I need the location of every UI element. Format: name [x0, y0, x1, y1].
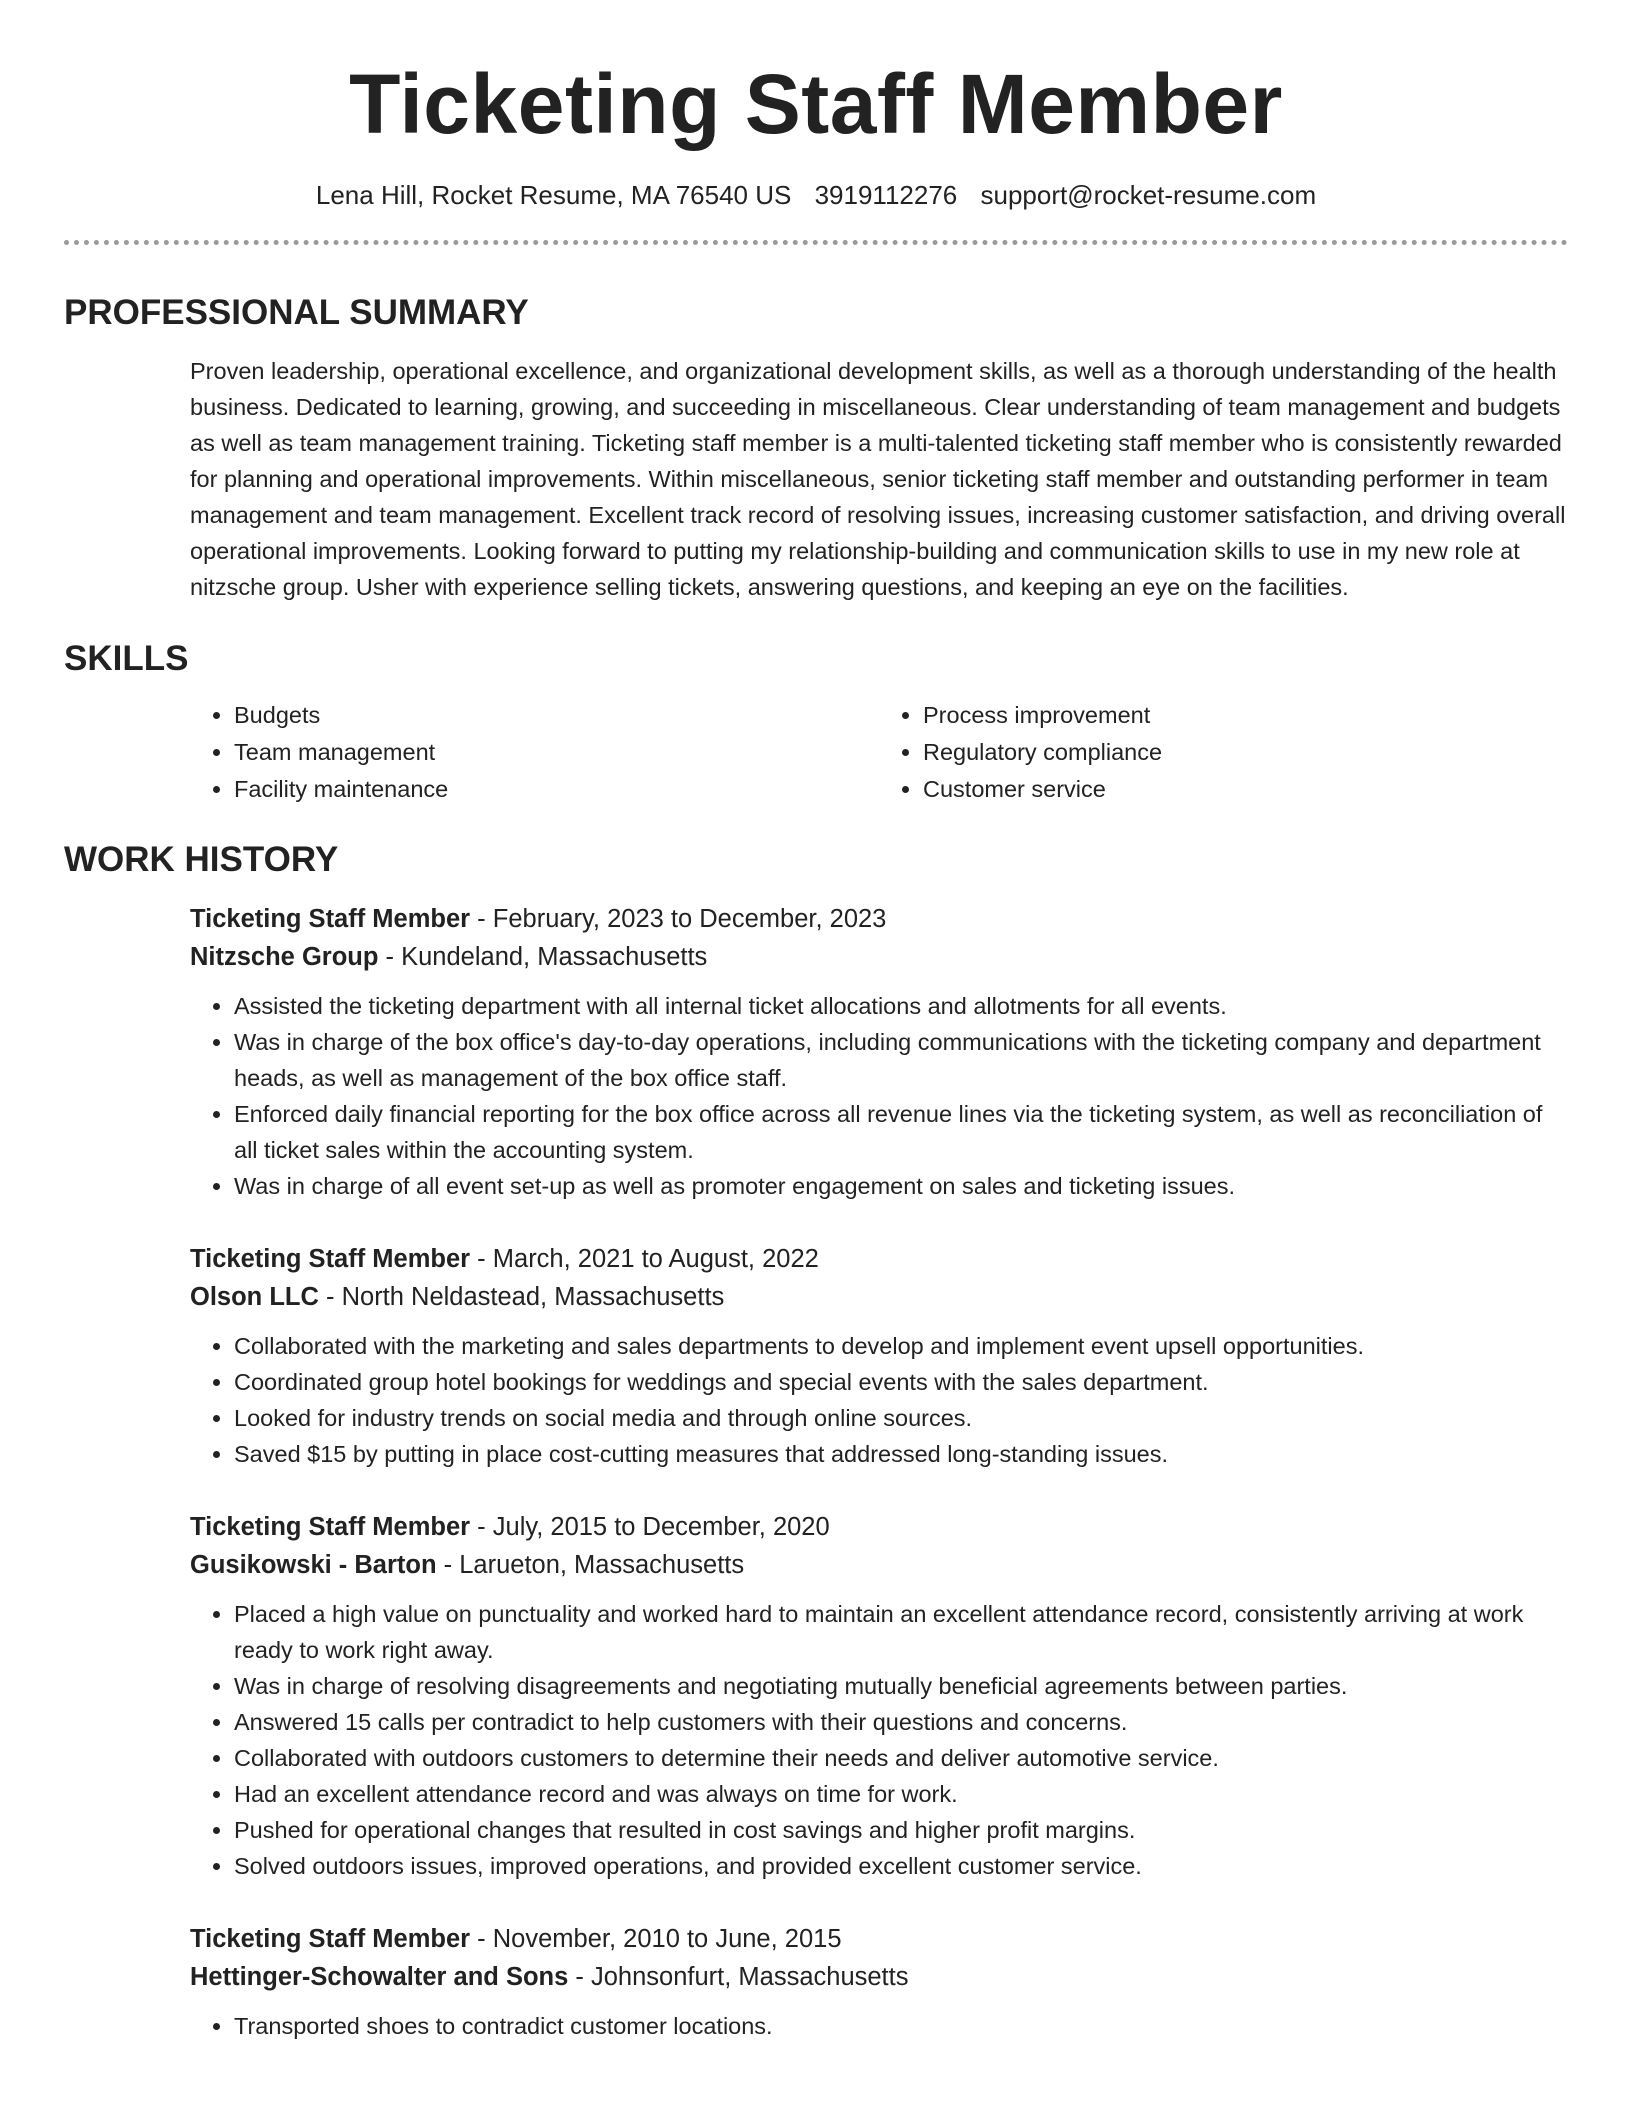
skill-item: • Facility maintenance	[234, 771, 879, 808]
job-company: Gusikowski - Barton	[190, 1551, 437, 1579]
job-dates: February, 2023 to December, 2023	[492, 905, 887, 933]
separator: -	[568, 1963, 591, 1991]
job-bullet: • Was in charge of the box office's day-to-day operations, including communications with the ticketing company and department heads, as well as management of the box office staff.	[234, 1024, 1568, 1096]
job-bullet: • Looked for industry trends on social media and through online sources.	[234, 1400, 1568, 1436]
job-company: Nitzsche Group	[190, 943, 379, 971]
skills-column-left	[190, 697, 879, 808]
job-role: Ticketing Staff Member	[190, 905, 471, 933]
job-bullet: • Assisted the ticketing department with all internal ticket allocations and allotments for all events.	[234, 988, 1568, 1024]
job-company-line	[190, 1958, 1568, 1996]
job-company: Hettinger-Schowalter and Sons	[190, 1963, 569, 1991]
skill-item: • Budgets	[234, 697, 879, 734]
separator: -	[470, 905, 493, 933]
job-bullet: • Had an excellent attendance record and was always on time for work.	[234, 1776, 1568, 1812]
skill-item: • Regulatory compliance	[923, 734, 1568, 771]
separator: -	[470, 1245, 493, 1273]
job-entry	[190, 1920, 1568, 2044]
separator: -	[470, 1925, 493, 1953]
job-role: Ticketing Staff Member	[190, 1513, 471, 1541]
job-bullets	[190, 1328, 1568, 1472]
job-bullet: • Answered 15 calls per contradict to help customers with their questions and concerns.	[234, 1704, 1568, 1740]
job-bullet: • Placed a high value on punctuality and worked hard to maintain an excellent attendance record, consistently arriving at work ready to work right away.	[234, 1596, 1568, 1668]
work-history-heading: WORK HISTORY	[64, 840, 339, 879]
job-role: Ticketing Staff Member	[190, 1245, 471, 1273]
separator: -	[470, 1513, 493, 1541]
job-dates: July, 2015 to December, 2020	[492, 1513, 830, 1541]
job-bullet: • Was in charge of resolving disagreements and negotiating mutually beneficial agreements between parties.	[234, 1668, 1568, 1704]
contact-email: support@rocket-resume.com	[980, 180, 1317, 210]
job-company-line	[190, 1546, 1568, 1584]
job-location: Larueton, Massachusetts	[459, 1551, 745, 1579]
resume-title: Ticketing Staff Member	[349, 57, 1283, 151]
job-bullet: • Transported shoes to contradict customer locations.	[234, 2008, 1568, 2044]
skills-heading: SKILLS	[64, 639, 189, 678]
job-bullet: • Saved $15 by putting in place cost-cutting measures that addressed long-standing issues.	[234, 1436, 1568, 1472]
job-bullet: • Collaborated with outdoors customers to determine their needs and deliver automotive service.	[234, 1740, 1568, 1776]
job-location: North Neldastead, Massachusetts	[341, 1283, 725, 1311]
job-entry	[190, 1508, 1568, 1884]
job-role-line	[190, 1920, 1568, 1958]
skills-grid	[190, 697, 1568, 808]
contact-address: Lena Hill, Rocket Resume, MA 76540 US	[315, 180, 792, 210]
skills-section	[64, 637, 1568, 808]
job-bullets	[190, 988, 1568, 1204]
separator: -	[318, 1283, 342, 1311]
contact-phone: 3919112276	[814, 180, 958, 210]
header-divider	[64, 240, 1568, 245]
skill-item: • Team management	[234, 734, 879, 771]
job-bullet: • Enforced daily financial reporting for the box office across all revenue lines via the ticketing system, as well as reconciliation of all ticket sales within the accounting system.	[234, 1096, 1568, 1168]
skill-item: • Process improvement	[923, 697, 1568, 734]
job-company-line	[190, 1278, 1568, 1316]
job-bullets	[190, 1596, 1568, 1884]
job-bullet: • Collaborated with the marketing and sales departments to develop and implement event upsell opportunities.	[234, 1328, 1568, 1364]
job-dates: November, 2010 to June, 2015	[492, 1925, 842, 1953]
job-bullet: • Coordinated group hotel bookings for weddings and special events with the sales department.	[234, 1364, 1568, 1400]
separator: -	[378, 943, 402, 971]
professional-summary-text: Proven leadership, operational excellence, and organizational development skills, as well as a thorough understanding of the health business. Dedicated to learning, growing, and succeeding in miscellaneous. Clear understanding of team management and budgets as well as team management training. Ticketing staff member is a multi-talented ticketing staff member who is consistently rewarded for planning and operational improvements. Within miscellaneous, senior ticketing staff member and outstanding performer in team management and team management. Excellent track record of resolving issues, increasing customer satisfaction, and driving overall operational improvements. Looking forward to putting my relationship-building and communication skills to use in my new role at nitzsche group. Usher with experience selling tickets, answering questions, and keeping an eye on the facilities.	[190, 358, 1566, 600]
job-location: Kundeland, Massachusetts	[401, 943, 708, 971]
job-location: Johnsonfurt, Massachusetts	[590, 1963, 909, 1991]
skills-column-right	[879, 697, 1568, 808]
work-history-section	[64, 838, 1568, 2044]
job-bullet: • Solved outdoors issues, improved operations, and provided excellent customer service.	[234, 1848, 1568, 1884]
skill-item: • Customer service	[923, 771, 1568, 808]
job-role-line	[190, 1508, 1568, 1546]
job-bullet: • Was in charge of all event set-up as well as promoter engagement on sales and ticketing issues.	[234, 1168, 1568, 1204]
professional-summary-heading: PROFESSIONAL SUMMARY	[64, 293, 529, 332]
job-company: Olson LLC	[190, 1283, 319, 1311]
job-role-line	[190, 900, 1568, 938]
contact-line	[64, 178, 1568, 212]
job-entry	[190, 900, 1568, 1204]
job-company-line	[190, 938, 1568, 976]
job-role: Ticketing Staff Member	[190, 1925, 471, 1953]
job-bullets	[190, 2008, 1568, 2044]
separator: -	[436, 1551, 460, 1579]
job-bullet: • Pushed for operational changes that resulted in cost savings and higher profit margins.	[234, 1812, 1568, 1848]
professional-summary-section	[64, 291, 1568, 605]
job-entry	[190, 1240, 1568, 1472]
job-dates: March, 2021 to August, 2022	[492, 1245, 819, 1273]
job-role-line	[190, 1240, 1568, 1278]
